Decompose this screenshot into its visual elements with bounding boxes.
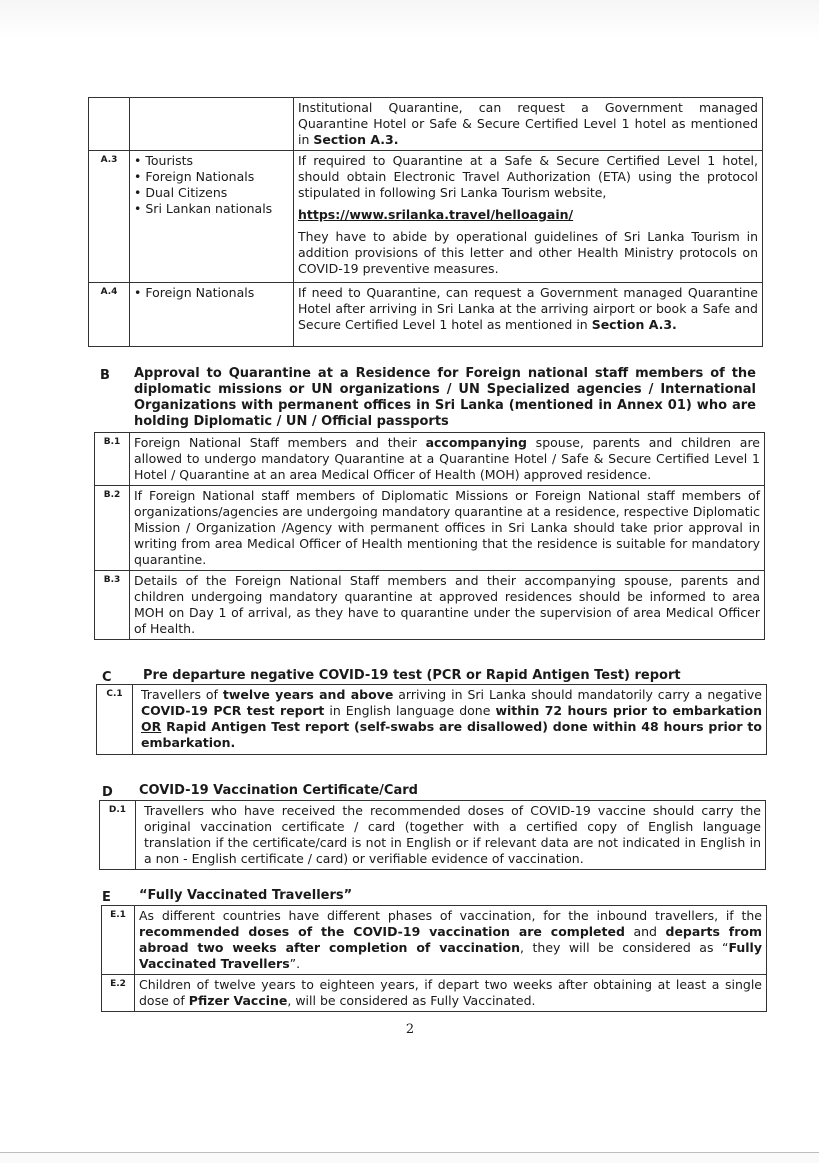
scan-edge-bottom <box>0 1152 819 1163</box>
row-description: If Foreign National staff members of Diplomatic Missions or Foreign National staff members of organizations/agencies are undergoing mandatory quarantine at a residence, respective Diplomatic Mission / Organization /Agency with permanent offices in Sri Lanka should take prior approval in writing from area Medical Officer of Health mentioning that the residence is suitable for mandatory quarantine. <box>130 486 765 571</box>
section-letter: B <box>100 368 110 383</box>
table-row <box>100 801 766 870</box>
list-item: • Sri Lankan nationals <box>134 201 289 217</box>
row-description: Travellers of twelve years and above arriving in Sri Lanka should mandatorily carry a negative COVID-19 PCR test report in English language done within 72 hours prior to embarkation OR Rapid Antigen Test report (self-swabs are disallowed) done within 48 hours prior to embarkation. <box>133 685 767 755</box>
row-continuation-text: Institutional Quarantine, can request a Government managed Quarantine Hotel or Safe & Secure Certified Level 1 hotel as mentioned in Section A.3. <box>294 98 763 151</box>
section-letter: C <box>102 670 112 685</box>
row-description: If need to Quarantine, can request a Government managed Quarantine Hotel after arriving in Sri Lanka at the arriving airport or book a Safe and Secure Certified Level 1 hotel as mentioned in Section A.3. <box>294 283 763 347</box>
section-c-table <box>96 684 767 755</box>
eta-instruction: If required to Quarantine at a Safe & Secure Certified Level 1 hotel, should obtain Electronic Travel Authorization (ETA) using the protocol stipulated in following Sri Lanka Tourism website, <box>298 153 758 200</box>
row-description: Details of the Foreign National Staff members and their accompanying spouse, parents and children undergoing mandatory quarantine at approved residences should be informed to area MOH on Day 1 of arrival, as they have to quarantine under the supervision of area Medical Officer of Health. <box>130 571 765 640</box>
row-code: A.4 <box>89 283 130 347</box>
section-title: Pre departure negative COVID-19 test (PCR or Rapid Antigen Test) report <box>143 668 681 683</box>
scan-edge-top <box>0 0 819 40</box>
row-description: Foreign National Staff members and their accompanying spouse, parents and children are allowed to undergo mandatory Quarantine at a Quarantine Hotel / Safe & Secure Certified Level 1 Hotel / Quarantine at an area Medical Officer of Health (MOH) approved residence. <box>130 433 765 486</box>
row-code: C.1 <box>97 685 133 755</box>
table-row <box>95 486 765 571</box>
section-e-table <box>101 905 767 1012</box>
row-categories <box>130 151 294 283</box>
section-title: Approval to Quarantine at a Residence for Foreign national staff members of the diplomatic missions or UN organizations / UN Specialized agencies / International Organizations with permanent offices in Sri Lanka (mentioned in Annex 01) who are holding Diplomatic / UN / Official passports <box>134 366 756 429</box>
table-row <box>97 685 767 755</box>
table-row <box>89 98 763 151</box>
table-row <box>95 571 765 640</box>
row-description: Travellers who have received the recommended doses of COVID-19 vaccine should carry the original vaccination certificate / card (together with a certified copy of English language translation if the certificate/card is not in English or if relevant data are not indicated in English in a non - English certificate / card) or verifiable evidence of vaccination. <box>136 801 766 870</box>
table-row <box>95 433 765 486</box>
row-code: B.1 <box>95 433 130 486</box>
row-code: B.3 <box>95 571 130 640</box>
tourism-website-link[interactable]: https://www.srilanka.travel/helloagain/ <box>298 207 574 222</box>
section-d-table <box>99 800 766 870</box>
section-letter: E <box>102 890 111 905</box>
row-description <box>294 151 763 283</box>
list-item: • Dual Citizens <box>134 185 289 201</box>
section-letter: D <box>102 785 113 800</box>
guidelines-note: They have to abide by operational guidelines of Sri Lanka Tourism in addition provisions of this letter and other Health Ministry protocols on COVID-19 preventive measures. <box>298 229 758 276</box>
list-item: • Foreign Nationals <box>134 169 289 185</box>
table-row <box>89 283 763 347</box>
row-categories <box>130 283 294 347</box>
table-row <box>102 906 767 975</box>
row-code: A.3 <box>89 151 130 283</box>
row-code: E.2 <box>102 975 135 1012</box>
section-title: “Fully Vaccinated Travellers” <box>139 888 353 903</box>
row-code: E.1 <box>102 906 135 975</box>
row-code: B.2 <box>95 486 130 571</box>
list-item: • Tourists <box>134 153 289 169</box>
table-row <box>102 975 767 1012</box>
section-title: COVID-19 Vaccination Certificate/Card <box>139 783 418 798</box>
table-row <box>89 151 763 283</box>
row-description: Children of twelve years to eighteen years, if depart two weeks after obtaining at least a single dose of Pfizer Vaccine, will be considered as Fully Vaccinated. <box>135 975 767 1012</box>
row-code: D.1 <box>100 801 136 870</box>
row-description: As different countries have different phases of vaccination, for the inbound travellers, if the recommended doses of the COVID-19 vaccination are completed and departs from abroad two weeks after completion of vaccination, they will be considered as “Fully Vaccinated Travellers”. <box>135 906 767 975</box>
section-a-table <box>88 97 763 347</box>
page-number: 2 <box>405 1022 415 1037</box>
category-list <box>134 153 289 217</box>
list-item: • Foreign Nationals <box>134 285 289 301</box>
section-b-table <box>94 432 765 640</box>
